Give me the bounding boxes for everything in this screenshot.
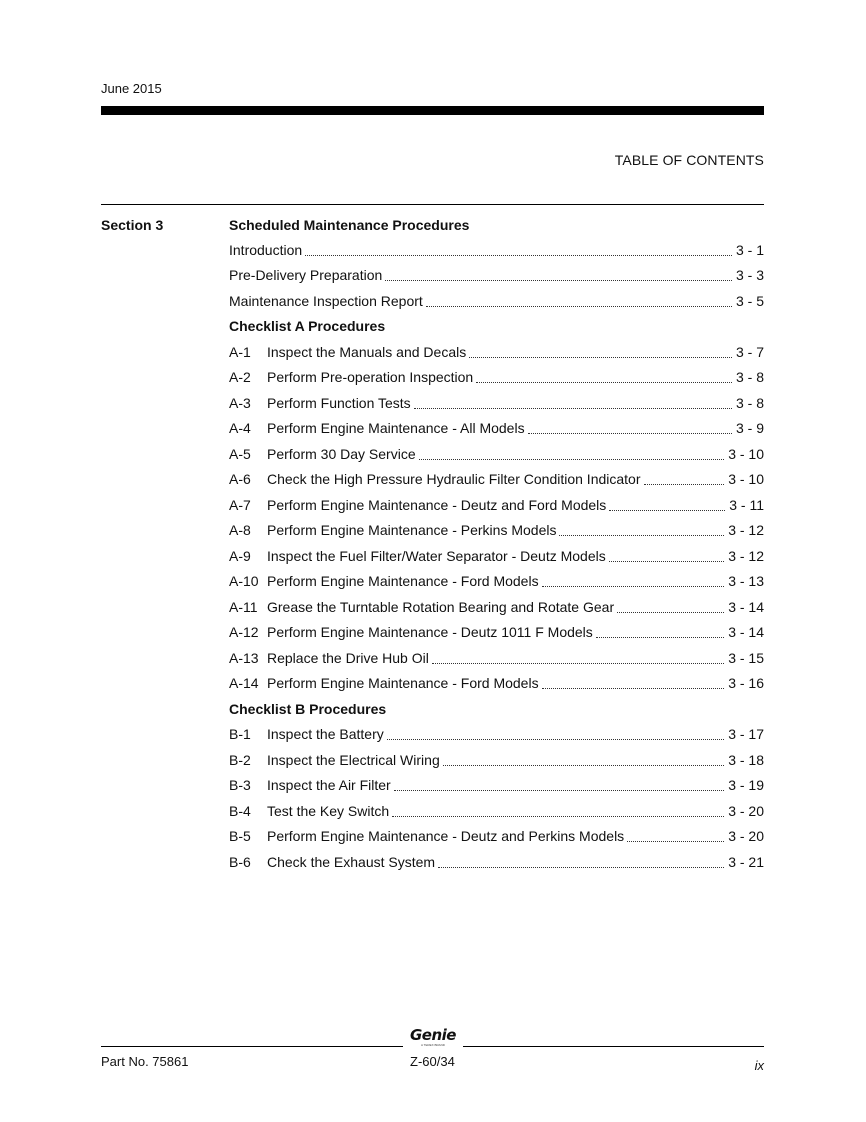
toc-entry-title: Perform Engine Maintenance - Deutz and Ford Models: [267, 496, 607, 513]
toc-entry-page: 3 - 10: [728, 445, 764, 462]
dot-leader: [528, 432, 732, 434]
toc-entry-page: 3 - 5: [735, 292, 764, 309]
toc-entry[interactable]: [229, 339, 764, 365]
toc-entry-title: Introduction: [229, 241, 303, 258]
toc-entry-number: A-8: [229, 522, 251, 539]
toc-entry[interactable]: [229, 288, 764, 314]
dot-leader: [394, 789, 724, 791]
toc-entry-page: 3 - 15: [728, 649, 764, 666]
toc-entry-page: 3 - 7: [735, 343, 764, 360]
toc-entry-title: Inspect the Fuel Filter/Water Separator - Deutz Models: [267, 547, 606, 564]
toc-entry-page: 3 - 11: [729, 496, 764, 513]
toc-entry-page: 3 - 9: [735, 420, 764, 437]
dot-leader: [432, 662, 724, 664]
toc-entry-title: Perform Engine Maintenance - Ford Models: [267, 573, 539, 590]
toc-entry[interactable]: [229, 798, 764, 824]
toc-entry-page: 3 - 17: [728, 726, 764, 743]
toc-entry-number: B-1: [229, 726, 251, 743]
toc-entry-page: 3 - 21: [728, 853, 764, 870]
toc-entry-page: 3 - 8: [735, 369, 764, 386]
toc-entry-number: A-10: [229, 573, 259, 590]
checklist-heading: Checklist B Procedures: [229, 700, 387, 717]
toc-entry-title: Perform Engine Maintenance - Deutz and Perkins Models: [267, 828, 625, 845]
toc-entry-title: Perform Pre-operation Inspection: [267, 369, 474, 386]
toc-entry-title: Inspect the Electrical Wiring: [267, 751, 440, 768]
toc-entry-number: A-7: [229, 496, 251, 513]
toc-entry[interactable]: [229, 747, 764, 773]
footer-page-number: ix: [754, 1058, 764, 1073]
toc-entry-title: Perform 30 Day Service: [267, 445, 416, 462]
section-title: Scheduled Maintenance Procedures: [229, 217, 470, 233]
toc-entry-title: Test the Key Switch: [267, 802, 390, 819]
toc-entry-number: A-5: [229, 445, 251, 462]
toc-entry[interactable]: [229, 645, 764, 671]
genie-logo: [403, 1027, 463, 1049]
toc-entry-title: Inspect the Battery: [267, 726, 384, 743]
toc-entry-number: A-9: [229, 547, 251, 564]
toc-entry-title: Check the High Pressure Hydraulic Filter Condition Indicator: [267, 471, 641, 488]
dot-leader: [443, 764, 724, 766]
dot-leader: [469, 356, 732, 358]
dot-leader: [438, 866, 724, 868]
header-divider: [101, 204, 764, 205]
toc-entry[interactable]: [229, 594, 764, 620]
toc-entry-page: 3 - 20: [728, 828, 764, 845]
toc-entry[interactable]: [229, 467, 764, 493]
toc-entry-page: 3 - 10: [728, 471, 764, 488]
toc-entry-number: A-3: [229, 394, 251, 411]
toc-entry-number: A-12: [229, 624, 259, 641]
toc-entry[interactable]: [229, 824, 764, 850]
toc-entry-number: A-14: [229, 675, 259, 692]
toc-entry-page: 3 - 13: [728, 573, 764, 590]
dot-leader: [627, 840, 724, 842]
toc-entry-number: A-2: [229, 369, 251, 386]
logo-subtext: A TEREX BRAND: [421, 1043, 445, 1047]
dot-leader: [426, 305, 732, 307]
toc-entry-number: B-6: [229, 853, 251, 870]
dot-leader: [392, 815, 724, 817]
toc-entry-page: 3 - 12: [728, 522, 764, 539]
toc-entry-page: 3 - 14: [728, 624, 764, 641]
toc-entry[interactable]: [229, 543, 764, 569]
toc-entry-title: Grease the Turntable Rotation Bearing and Rotate Gear: [267, 598, 615, 615]
toc-entry-page: 3 - 20: [728, 802, 764, 819]
toc-entry-title: Perform Engine Maintenance - All Models: [267, 420, 525, 437]
dot-leader: [609, 509, 725, 511]
toc-entry[interactable]: [229, 237, 764, 263]
toc-entry-title: Perform Engine Maintenance - Deutz 1011 F Models: [267, 624, 593, 641]
header-bar: [101, 106, 764, 115]
dot-leader: [419, 458, 725, 460]
toc-entry-page: 3 - 16: [728, 675, 764, 692]
toc-entry-page: 3 - 12: [728, 547, 764, 564]
dot-leader: [644, 483, 725, 485]
toc-entry-number: A-4: [229, 420, 251, 437]
section-label: Section 3: [101, 217, 164, 233]
checklist-heading: Checklist A Procedures: [229, 318, 386, 335]
dot-leader: [414, 407, 732, 409]
toc-list: [229, 237, 764, 875]
toc-entry-number: B-3: [229, 777, 251, 794]
toc-entry-title: Pre-Delivery Preparation: [229, 267, 383, 284]
toc-entry[interactable]: [229, 620, 764, 646]
dot-leader: [476, 381, 732, 383]
toc-entry-number: A-11: [229, 598, 258, 615]
dot-leader: [617, 611, 724, 613]
toc-entry[interactable]: [229, 569, 764, 595]
toc-entry-number: B-4: [229, 802, 251, 819]
logo-wordmark: Genie: [410, 1026, 456, 1044]
dot-leader: [385, 279, 732, 281]
toc-entry-page: 3 - 18: [728, 751, 764, 768]
toc-entry[interactable]: [229, 441, 764, 467]
dot-leader: [305, 254, 732, 256]
toc-entry-title: Perform Engine Maintenance - Perkins Models: [267, 522, 557, 539]
toc-entry[interactable]: [229, 365, 764, 391]
toc-entry[interactable]: [229, 849, 764, 875]
toc-entry-page: 3 - 1: [735, 241, 764, 258]
dot-leader: [387, 738, 724, 740]
toc-entry[interactable]: [229, 263, 764, 289]
toc-entry[interactable]: [229, 773, 764, 799]
header-date: June 2015: [101, 81, 162, 96]
toc-entry[interactable]: [229, 492, 764, 518]
toc-entry-number: A-6: [229, 471, 251, 488]
toc-entry-number: B-2: [229, 751, 251, 768]
toc-entry-title: Perform Function Tests: [267, 394, 411, 411]
toc-entry-number: A-13: [229, 649, 259, 666]
toc-entry-title: Check the Exhaust System: [267, 853, 436, 870]
dot-leader: [596, 636, 724, 638]
toc-entry[interactable]: [229, 416, 764, 442]
toc-entry-title: Inspect the Air Filter: [267, 777, 391, 794]
toc-entry[interactable]: [229, 390, 764, 416]
toc-entry[interactable]: [229, 722, 764, 748]
toc-entry-page: 3 - 3: [735, 267, 764, 284]
toc-entry-page: 3 - 8: [735, 394, 764, 411]
toc-entry-page: 3 - 19: [728, 777, 764, 794]
toc-entry-title: Inspect the Manuals and Decals: [267, 343, 467, 360]
dot-leader: [559, 534, 724, 536]
toc-entry-title: Maintenance Inspection Report: [229, 292, 423, 309]
toc-entry-number: A-1: [229, 343, 251, 360]
toc-entry-title: Perform Engine Maintenance - Ford Models: [267, 675, 539, 692]
toc-entry[interactable]: [229, 518, 764, 544]
dot-leader: [609, 560, 724, 562]
toc-entry[interactable]: [229, 671, 764, 697]
page-title: TABLE OF CONTENTS: [614, 152, 764, 168]
footer-model: Z-60/34: [410, 1054, 455, 1069]
toc-entry-number: B-5: [229, 828, 251, 845]
dot-leader: [542, 687, 725, 689]
dot-leader: [542, 585, 725, 587]
toc-entry-title: Replace the Drive Hub Oil: [267, 649, 429, 666]
footer-part-number: Part No. 75861: [101, 1054, 189, 1069]
toc-entry-page: 3 - 14: [728, 598, 764, 615]
